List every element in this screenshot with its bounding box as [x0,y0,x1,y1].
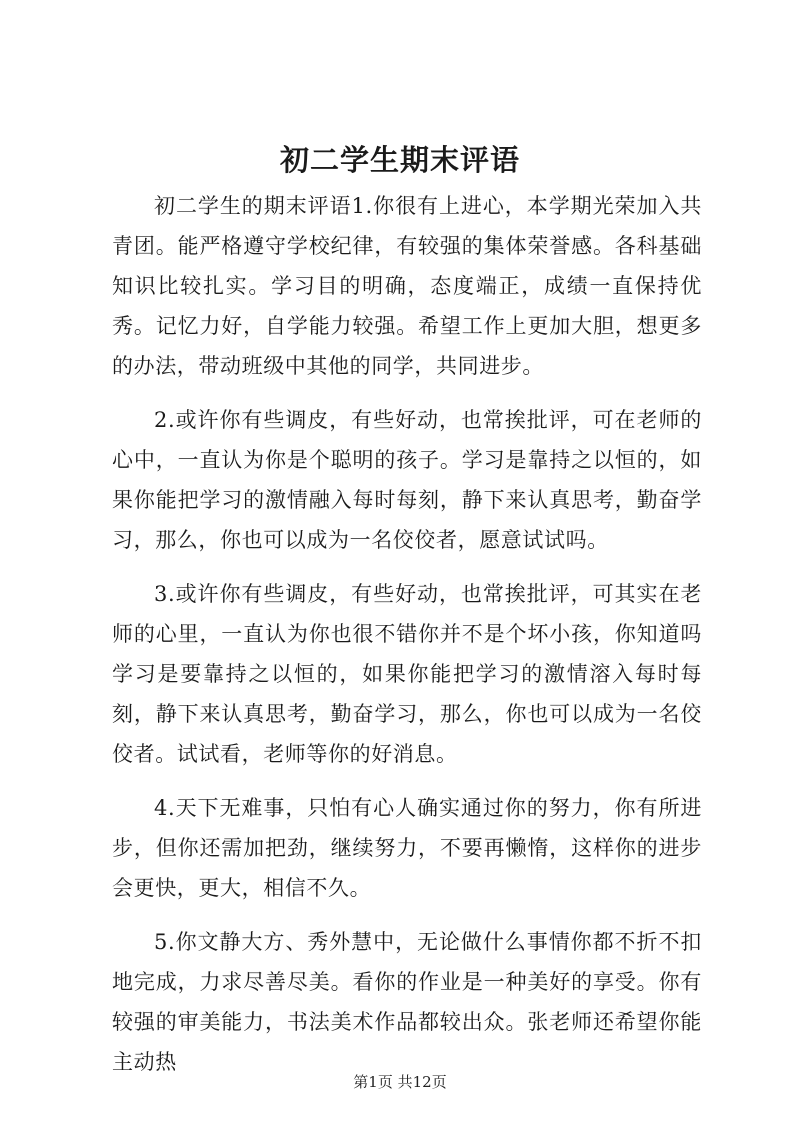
page-footer: 第1页 共12页 [353,1073,447,1091]
paragraph-2: 2.或许你有些调皮，有些好动，也常挨批评，可在老师的心中，一直认为你是个聪明的孩子。学习是靠持之以恒的，如果你能把学习的激情融入每时每刻，静下来认真思考，勤奋学习，那么，你也可以成为一名佼佼者，愿意试试吗。 [112,408,702,552]
paragraph-5: 5.你文静大方、秀外慧中，无论做什么事情你都不折不扣地完成，力求尽善尽美。看你的作业是一种美好的享受。你有较强的审美能力，书法美术作品都较出众。张老师还希望你能主动热 [112,930,702,1074]
document-body [112,186,702,1082]
page-title: 初二学生期末评语 [279,143,520,177]
paragraph-1: 初二学生的期末评语1.你很有上进心，本学期光荣加入共青团。能严格遵守学校纪律，有较强的集体荣誉感。各科基础知识比较扎实。学习目的明确，态度端正，成绩一直保持优秀。记忆力好，自学能力较强。希望工作上更加大胆，想更多的办法，带动班级中其他的同学，共同进步。 [112,194,702,378]
paragraph-4: 4.天下无难事，只怕有心人确实通过你的努力，你有所进步，但你还需加把劲，继续努力，不要再懒惰，这样你的进步会更快，更大，相信不久。 [112,796,702,900]
paragraph-3: 3.或许你有些调皮，有些好动，也常挨批评，可其实在老师的心里，一直认为你也很不错你并不是个坏小孩，你知道吗学习是要靠持之以恒的，如果你能把学习的激情溶入每时每刻，静下来认真思考，勤奋学习，那么，你也可以成为一名佼佼者。试试看，老师等你的好消息。 [112,582,702,766]
